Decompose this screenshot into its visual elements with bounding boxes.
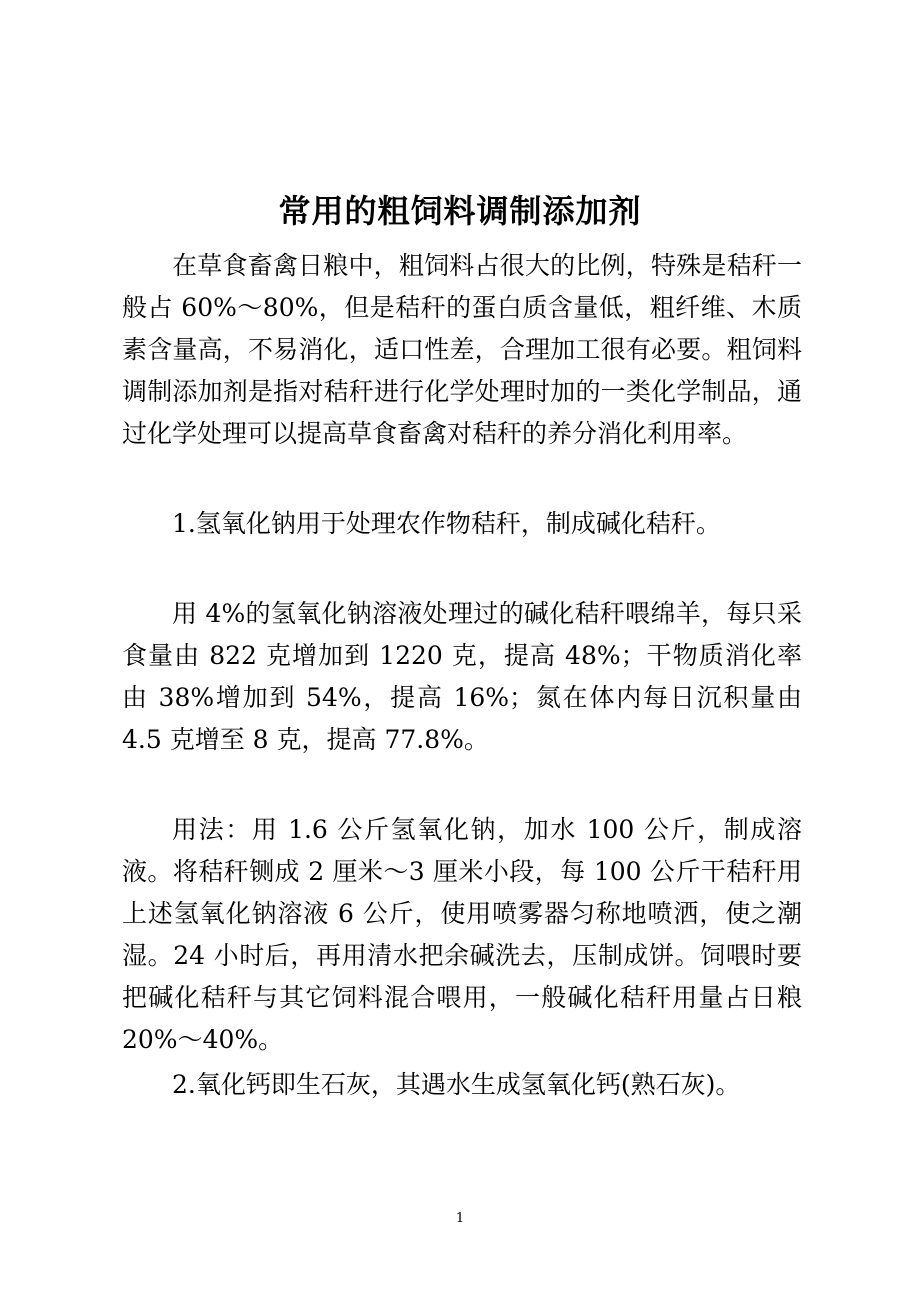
page-title: 常用的粗饲料调制添加剂 bbox=[278, 192, 642, 231]
paragraph-sodium-hydroxide-results: 用 4%的氢氧化钠溶液处理过的碱化秸秆喂绵羊，每只采食量由 822 克增加到 1220 克，提高 48%；干物质消化率由 38%增加到 54%，提高 16%；氮在体内每日沉积量由 4.5 克增至 8 克，提高 77.8%。 bbox=[122, 599, 802, 754]
paragraph-calcium-oxide-heading: 2.氧化钙即生石灰，其遇水生成氢氧化钙(熟石灰)。 bbox=[172, 1070, 741, 1099]
paragraph-intro: 在草食畜禽日粮中，粗饲料占很大的比例，特殊是秸秆一般占 60%～80%，但是秸秆的蛋白质含量低，粗纤维、木质素含量高，不易消化，适口性差，合理加工很有必要。粗饲料调制添加剂是指对秸秆进行化学处理时加的一类化学制品，通过化学处理可以提高草食畜禽对秸秆的养分消化利用率。 bbox=[122, 251, 802, 448]
paragraph-usage-method: 用法：用 1.6 公斤氢氧化钠，加水 100 公斤，制成溶液。将秸秆铡成 2 厘米～3 厘米小段，每 100 公斤干秸秆用上述氢氧化钠溶液 6 公斤，使用喷雾器匀称地喷洒，使之潮湿。24 小时后，再用清水把余碱洗去，压制成饼。饲喂时要把碱化秸秆与其它饲料混合喂用，一般碱化秸秆用量占日粮 20%～40%。 bbox=[122, 815, 802, 1054]
page-number: 1 bbox=[455, 1211, 465, 1226]
paragraph-sodium-hydroxide-heading: 1.氢氧化钠用于处理农作物秸秆，制成碱化秸秆。 bbox=[172, 509, 721, 538]
